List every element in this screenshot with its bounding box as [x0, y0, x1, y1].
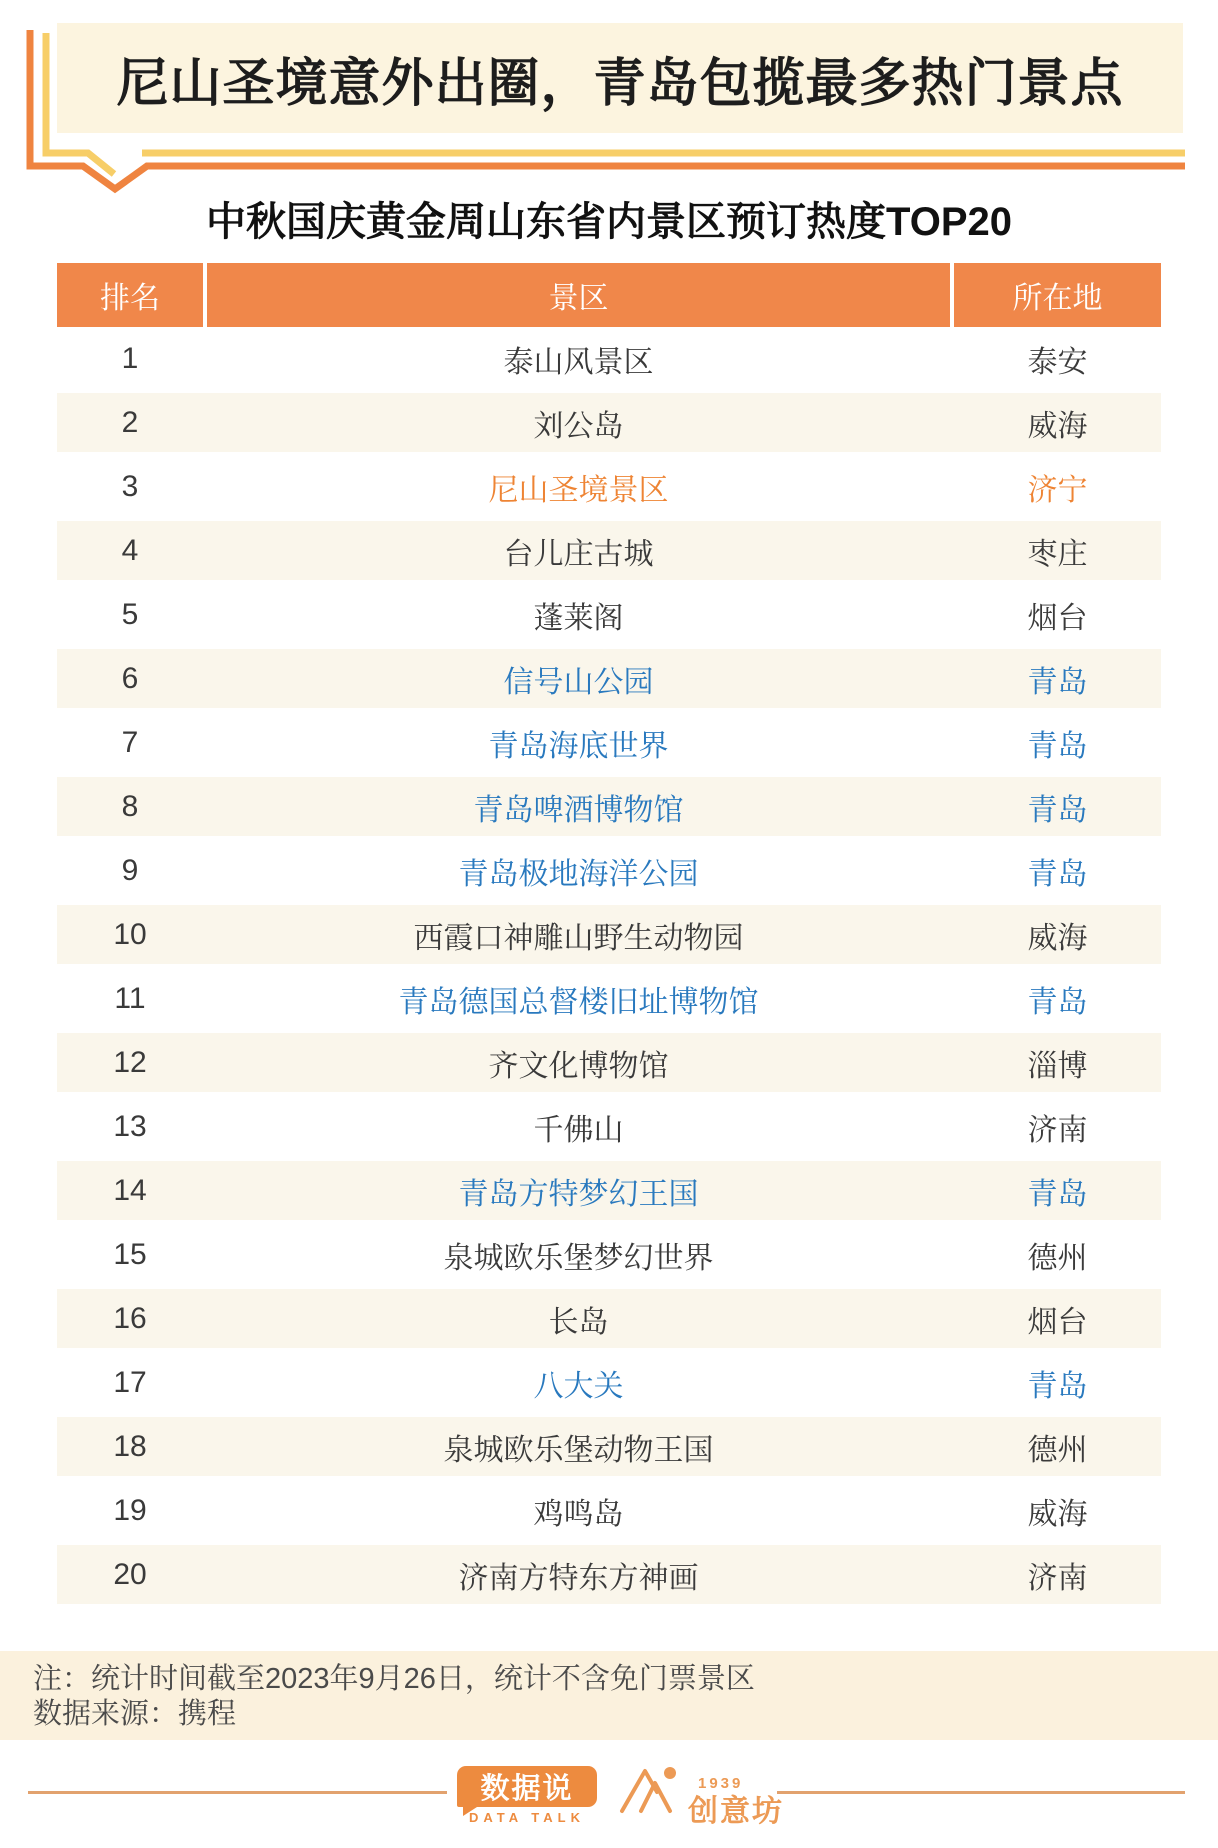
rank-cell: 6	[121, 661, 139, 695]
table-row	[57, 903, 1161, 967]
column-header-location: 所在地	[954, 263, 1161, 327]
location-cell: 青岛	[1027, 1370, 1088, 1403]
footnote-line2: 数据来源：携程	[33, 1698, 237, 1730]
rank-cell: 14	[113, 1173, 147, 1207]
scenic-area-cell: 青岛方特梦幻王国	[458, 1177, 699, 1211]
table-row	[57, 775, 1161, 839]
scenic-area-cell: 泰山风景区	[503, 346, 654, 379]
location-cell: 青岛	[1027, 858, 1088, 891]
scenic-area-cell: 蓬莱阁	[533, 602, 624, 635]
scenic-area-cell: 泉城欧乐堡动物王国	[443, 1433, 714, 1467]
datatalk-logo-text: 数据说	[480, 1773, 574, 1805]
datatalk-logo	[457, 1766, 597, 1807]
table-row	[57, 455, 1161, 519]
footnote-strip	[0, 1651, 1218, 1740]
rank-cell: 1	[121, 342, 139, 375]
scenic-area-cell: 青岛啤酒博物馆	[473, 793, 684, 827]
table-row	[57, 1223, 1161, 1287]
ranking-table	[57, 263, 1161, 1607]
scenic-area-cell: 青岛海底世界	[488, 730, 669, 763]
table-row	[57, 391, 1161, 455]
scenic-area-cell: 泉城欧乐堡梦幻世界	[443, 1242, 714, 1275]
footer-divider-right	[777, 1791, 1185, 1794]
location-cell: 青岛	[1027, 665, 1088, 699]
location-cell: 威海	[1027, 1498, 1088, 1531]
table-row	[57, 711, 1161, 775]
scenic-area-cell: 西霞口神雕山野生动物园	[413, 921, 744, 955]
rank-cell: 15	[113, 1238, 147, 1271]
table-header-row	[57, 263, 1161, 327]
mountain-logo-icon	[616, 1762, 688, 1814]
column-header-scenic-area: 景区	[207, 263, 950, 327]
scenic-area-cell: 台儿庄古城	[503, 537, 654, 571]
location-cell: 枣庄	[1027, 537, 1088, 571]
rank-cell: 17	[113, 1366, 147, 1399]
footer-divider-left	[28, 1791, 447, 1794]
location-cell: 青岛	[1027, 1177, 1088, 1211]
scenic-area-cell: 青岛德国总督楼旧址博物馆	[398, 986, 759, 1019]
rank-cell: 7	[121, 726, 139, 759]
scenic-area-cell: 齐文化博物馆	[488, 1049, 669, 1083]
scenic-area-cell: 千佛山	[533, 1114, 624, 1147]
location-cell: 青岛	[1027, 793, 1088, 827]
rank-cell: 19	[113, 1494, 147, 1527]
table-row	[57, 1095, 1161, 1159]
rank-cell: 8	[121, 789, 139, 823]
column-header-rank: 排名	[57, 263, 203, 327]
location-cell: 威海	[1027, 409, 1088, 443]
location-cell: 德州	[1027, 1242, 1088, 1275]
location-cell: 青岛	[1027, 730, 1088, 763]
table-row	[57, 647, 1161, 711]
table-row	[57, 1031, 1161, 1095]
rank-cell: 9	[121, 854, 139, 887]
chuangyifang-logo-year: 1939	[698, 1775, 744, 1792]
location-cell: 德州	[1027, 1433, 1088, 1467]
location-cell: 泰安	[1027, 346, 1088, 379]
rank-cell: 2	[121, 405, 139, 439]
table-subtitle: 中秋国庆黄金周山东省内景区预订热度TOP20	[206, 200, 1012, 244]
table-row	[57, 1159, 1161, 1223]
rank-cell: 4	[121, 533, 139, 567]
scenic-area-cell: 长岛	[548, 1305, 609, 1339]
location-cell: 青岛	[1027, 986, 1088, 1019]
table-row	[57, 1543, 1161, 1607]
scenic-area-cell: 鸡鸣岛	[533, 1498, 624, 1531]
table-row	[57, 1479, 1161, 1543]
rank-cell: 3	[121, 470, 139, 503]
scenic-area-cell: 济南方特东方神画	[458, 1561, 699, 1595]
scenic-area-cell: 信号山公园	[503, 665, 654, 699]
scenic-area-cell: 青岛极地海洋公园	[458, 858, 699, 891]
scenic-area-cell: 八大关	[533, 1370, 624, 1403]
rank-cell: 13	[113, 1110, 147, 1143]
title-banner	[57, 23, 1183, 133]
scenic-area-cell: 刘公岛	[533, 409, 624, 443]
datatalk-logo-subtext: DATA TALK	[469, 1810, 585, 1825]
table-row	[57, 1351, 1161, 1415]
table-body	[57, 327, 1161, 1607]
rank-cell: 5	[121, 598, 139, 631]
location-cell: 济南	[1027, 1114, 1088, 1147]
rank-cell: 18	[113, 1429, 147, 1463]
table-row	[57, 519, 1161, 583]
table-row	[57, 327, 1161, 391]
rank-cell: 10	[113, 917, 147, 951]
table-row	[57, 967, 1161, 1031]
scenic-area-cell: 尼山圣境景区	[488, 474, 669, 507]
page-title: 尼山圣境意外出圈，青岛包揽最多热门景点	[116, 54, 1124, 113]
rank-cell: 16	[113, 1301, 147, 1335]
table-row	[57, 839, 1161, 903]
table-row	[57, 1415, 1161, 1479]
chuangyifang-logo-text: 创意坊	[688, 1795, 784, 1828]
location-cell: 威海	[1027, 921, 1088, 955]
location-cell: 烟台	[1027, 602, 1088, 635]
table-row	[57, 583, 1161, 647]
rank-cell: 20	[113, 1557, 147, 1591]
footnote-line1: 注：统计时间截至2023年9月26日，统计不含免门票景区	[33, 1663, 755, 1695]
location-cell: 济南	[1027, 1561, 1088, 1595]
location-cell: 烟台	[1027, 1305, 1088, 1339]
location-cell: 淄博	[1027, 1049, 1088, 1083]
table-row	[57, 1287, 1161, 1351]
rank-cell: 12	[113, 1045, 147, 1079]
location-cell: 济宁	[1027, 474, 1088, 507]
rank-cell: 11	[114, 982, 146, 1015]
